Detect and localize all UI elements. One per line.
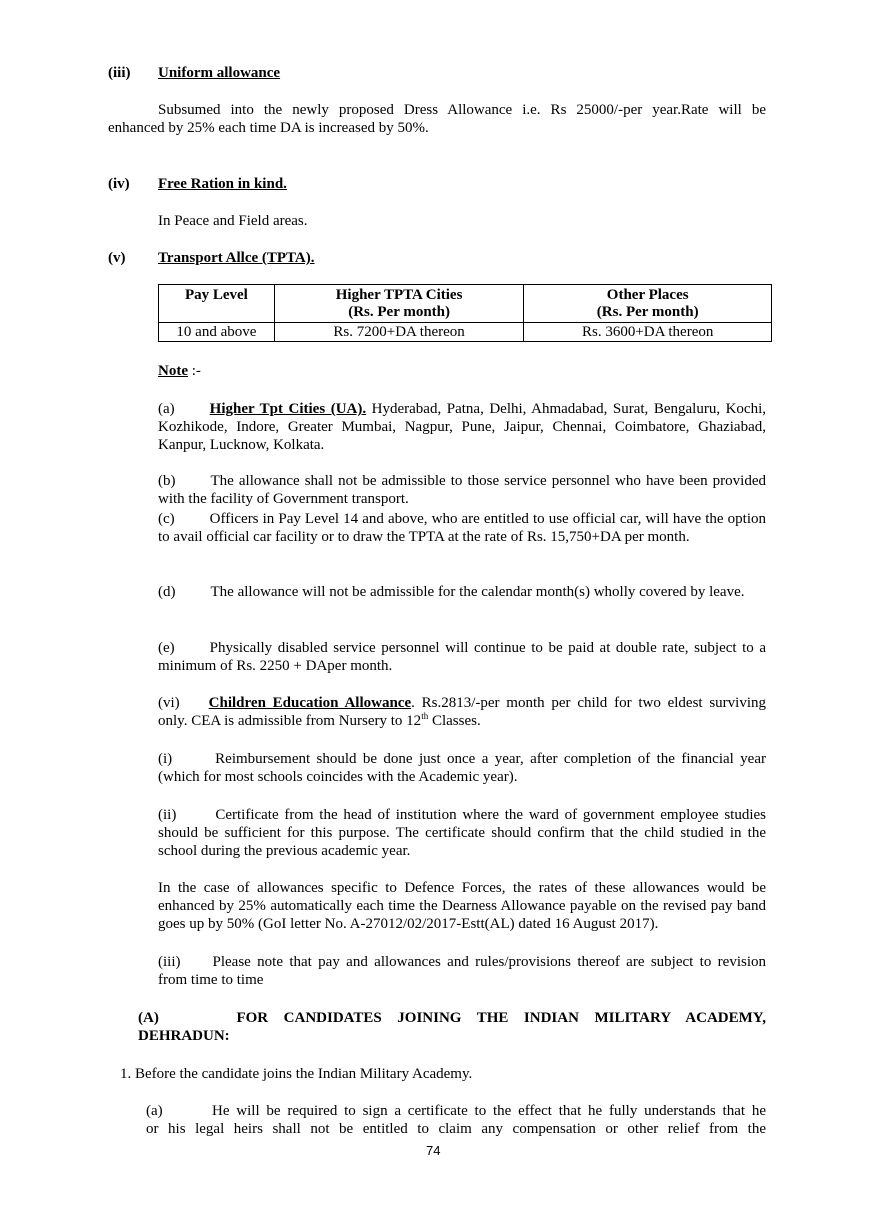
cea-ii-paragraph: [158, 806, 766, 860]
page-number: 74: [426, 1143, 441, 1158]
note-e-text: Physically disabled service personnel will continue to be paid at double rate, subject to a minimum of Rs. 2250 + DAper month.: [158, 640, 766, 674]
cea-ii-text: Certificate from the head of institution where the ward of government employee studies should be sufficient for this purpose. The certificate should confirm that the child studied in the school during the previous academic year.: [158, 807, 766, 859]
note-b-number: (b): [158, 473, 176, 489]
cell-pay-level: 10 and above: [159, 323, 275, 342]
item-1: 1. Before the candidate joins the Indian Military Academy.: [120, 1066, 473, 1082]
section-iv-text: In Peace and Field areas.: [158, 213, 308, 229]
section-v-number: (v): [108, 250, 126, 266]
note-b-paragraph: [158, 472, 766, 508]
tpta-table: [158, 284, 772, 342]
note-c-paragraph: [158, 510, 766, 546]
section-iii-title: Uniform allowance: [158, 65, 281, 81]
note-heading: [158, 362, 201, 380]
section-v-title: Transport Allce (TPTA).: [158, 250, 315, 266]
cea-i-paragraph: [158, 750, 766, 786]
cea-text-a: . Rs.2813/-per month per child for two eldest surviving only. CEA is admissible from Nursery to 12: [158, 695, 766, 729]
note-label: Note: [158, 363, 188, 379]
item-1a-line2: or his legal heirs shall not be entitled to claim any compensation or other relief from the: [146, 1121, 766, 1137]
note-d-text: The allowance will not be admissible for the calendar month(s) wholly covered by leave.: [210, 584, 745, 600]
note-a-number: (a): [158, 401, 175, 417]
section-iii-text-line2: enhanced by 25% each time DA is increased by 50%.: [108, 120, 429, 136]
cell-higher-tpta-rate: Rs. 7200+DA thereon: [274, 323, 524, 342]
cea-ii-number: (ii): [158, 807, 177, 823]
section-a-heading-line2: DEHRADUN:: [138, 1028, 230, 1044]
tpta-table-header: [159, 285, 772, 323]
section-a-heading-line1: (A) FOR CANDIDATES JOINING THE INDIAN MILITARY ACADEMY,: [138, 1010, 766, 1026]
cea-paragraph: [158, 694, 766, 730]
note-b-text: The allowance shall not be admissible to those service personnel who have been provided with the facility of Government transport.: [158, 473, 766, 507]
section-iii-number: (iii): [108, 65, 131, 81]
note-d-paragraph: [158, 583, 766, 601]
section-iv-number: (iv): [108, 176, 130, 192]
item-1a-line1: He will be required to sign a certificate to the effect that he fully understands that he: [212, 1103, 766, 1119]
note-iii-text: Please note that pay and allowances and rules/provisions thereof are subject to revision from time to time: [158, 954, 766, 988]
note-iii-number: (iii): [158, 954, 181, 970]
section-iv-title: Free Ration in kind.: [158, 176, 287, 192]
note-a-text: Hyderabad, Patna, Delhi, Ahmadabad, Surat, Bengaluru, Kochi, Kozhikode, Indore, Greater Mumbai, Nagpur, Pune, Jaipur, Chennai, Coimbatore, Ghaziabad, Kanpur, Lucknow, Kolkata.: [158, 401, 767, 453]
note-suffix: :-: [188, 363, 201, 379]
item-1a-number: (a): [146, 1103, 163, 1119]
cea-title: Children Education Allowance: [208, 695, 412, 711]
cea-text-b: Classes.: [428, 713, 481, 729]
cell-other-places-rate: Rs. 3600+DA thereon: [524, 323, 772, 342]
table-row: [159, 323, 772, 342]
header-other-places: Other Places (Rs. Per month): [524, 285, 772, 323]
cea-number: (vi): [158, 695, 180, 711]
section-iii-text-line1: Subsumed into the newly proposed Dress Allowance i.e. Rs 25000/-per year.Rate will be: [158, 102, 766, 118]
note-e-paragraph: [158, 639, 766, 675]
note-a-title: Higher Tpt Cities (UA).: [209, 401, 367, 417]
note-iii-paragraph: [158, 953, 766, 989]
note-a-paragraph: [158, 400, 766, 454]
cea-i-text: Reimbursement should be done just once a year, after completion of the financial year (which for most schools coincides with the Academic year).: [158, 751, 766, 785]
defence-forces-paragraph: In the case of allowances specific to Defence Forces, the rates of these allowances would be enhanced by 25% automatically each time the Dearness Allowance payable on the revised pay band goes up by 50% (GoI letter No. A-27012/02/2017-Estt(AL) dated 16 August 2017).: [158, 880, 766, 932]
header-higher-tpta-cities: Higher TPTA Cities (Rs. Per month): [274, 285, 524, 323]
cea-superscript: th: [421, 711, 429, 721]
header-pay-level: Pay Level: [159, 285, 275, 323]
cea-i-number: (i): [158, 751, 173, 767]
note-e-number: (e): [158, 640, 175, 656]
note-d-number: (d): [158, 584, 176, 600]
note-c-text: Officers in Pay Level 14 and above, who are entitled to use official car, will have the option to avail official car facility or to draw the TPTA at the rate of Rs. 15,750+DA per month.: [158, 511, 766, 545]
note-c-number: (c): [158, 511, 175, 527]
